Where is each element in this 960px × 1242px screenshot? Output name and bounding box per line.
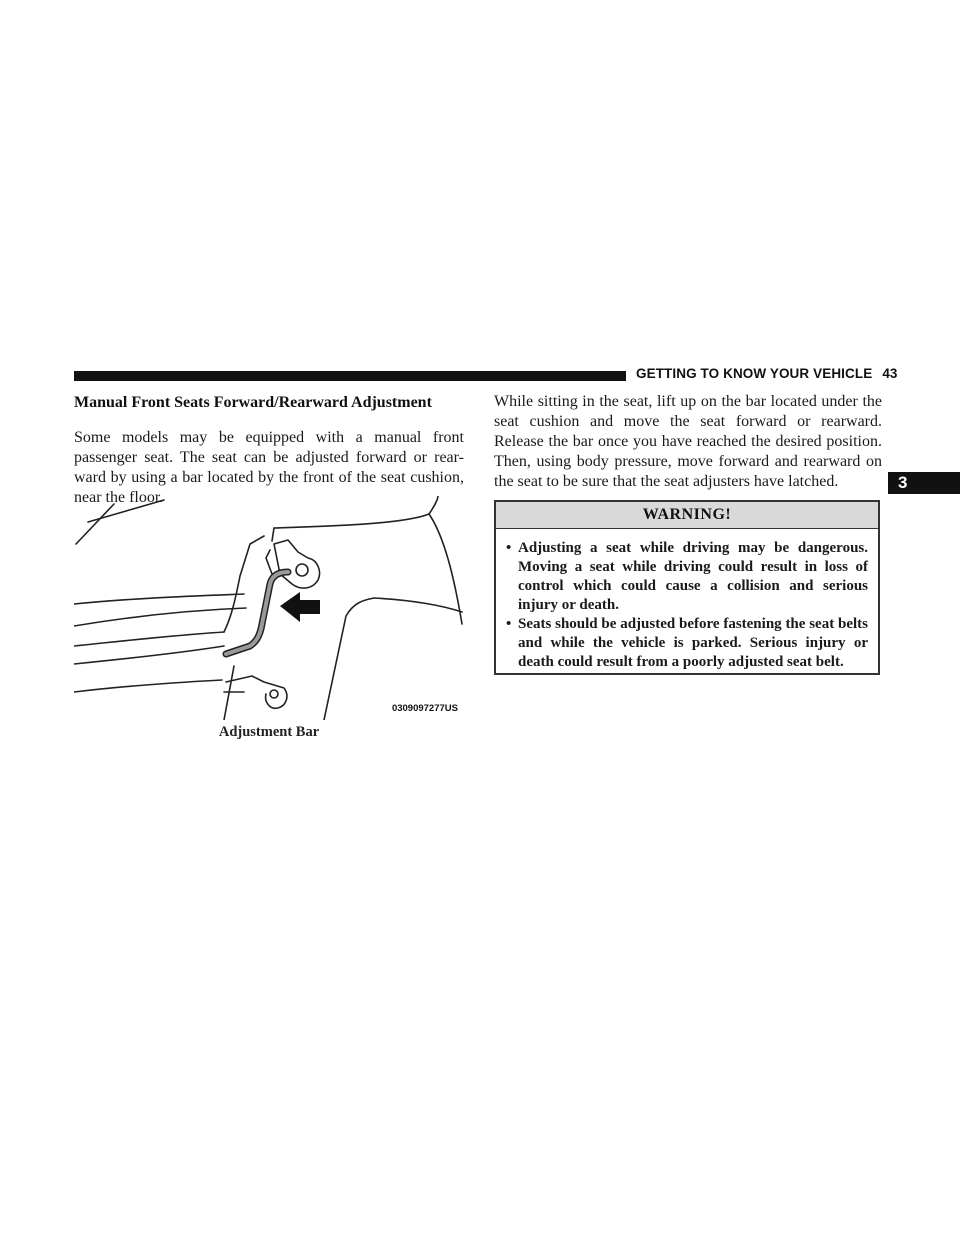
running-header <box>636 366 898 381</box>
left-column <box>74 392 464 508</box>
seat-line-drawing <box>74 496 464 720</box>
chapter-tab <box>888 472 960 494</box>
warning-item <box>506 539 868 615</box>
bullet-icon: • <box>506 540 512 556</box>
warning-item <box>506 615 868 672</box>
intro-paragraph: Some models may be equipped with a manual front passenger seat. The seat can be adjusted forward or rear- ward by using a bar located by the front of the seat cushion, near the floor. <box>74 429 464 506</box>
adjustment-bar-illustration <box>74 496 464 720</box>
bullet-icon: • <box>506 616 512 632</box>
warning-list <box>506 539 868 672</box>
warning-title: WARNING! <box>496 502 878 529</box>
chapter-number: 3 <box>898 473 908 492</box>
instruction-paragraph: While sitting in the seat, lift up on the bar located under the seat cushion and move the seat forward or rearward. Release the bar once you have reached the desired position. Then, using body pressure, move forward and rearward on the seat to be sure that the seat adjusters have latched. <box>494 393 882 490</box>
header-rule <box>74 371 626 381</box>
figure-caption: Adjustment Bar <box>218 724 320 740</box>
warning-box <box>494 500 880 675</box>
warning-item-text: Seats should be adjusted before fastening the seat belts and while the vehicle is parked. Serious injury or death could result from a poorly adjusted seat belt. <box>518 616 868 670</box>
arrow-left-icon <box>280 592 320 622</box>
page-number: 43 <box>882 366 898 381</box>
right-column <box>494 392 882 492</box>
section-title: GETTING TO KNOW YOUR VEHICLE <box>636 366 873 381</box>
warning-item-text: Adjusting a seat while driving may be dangerous. Moving a seat while driving could result in loss of control which could cause a collision and serious injury or death. <box>518 540 868 613</box>
figure-code: 0309097277US <box>391 703 458 714</box>
section-heading: Manual Front Seats Forward/Rearward Adjustment <box>74 394 432 411</box>
